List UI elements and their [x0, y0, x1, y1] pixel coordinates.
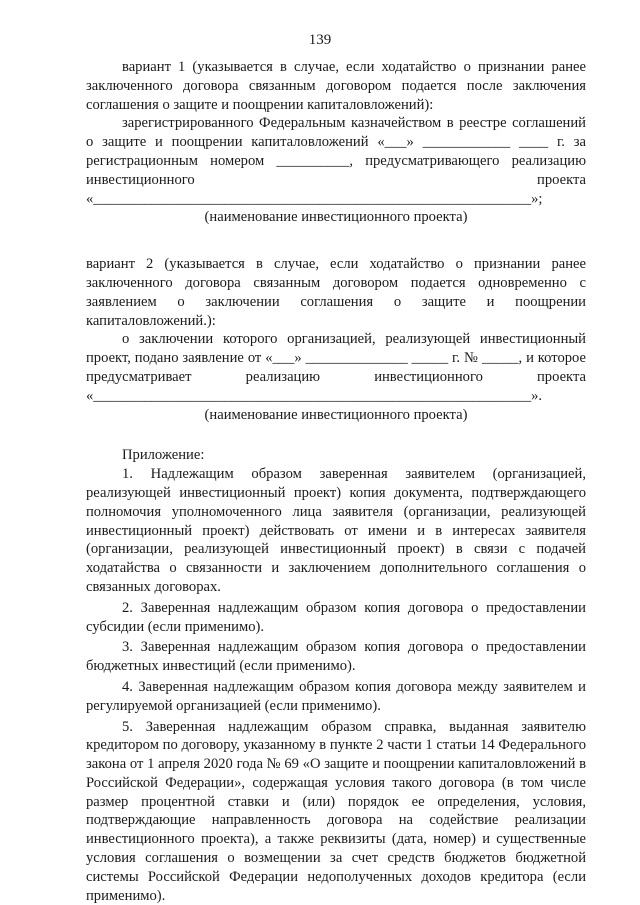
appendix-heading: Приложение:: [86, 446, 586, 465]
variant-2-body: о заключении которого организацией, реализующей инвестиционный проект, подано заявление от «___» ______________ _____ г. № _____, и которое предусматривает реализацию инвестиционного проекта «____________________________________________________________».: [86, 330, 586, 405]
appendix-item-5: 5. Заверенная надлежащим образом справка, выданная заявителю кредитором по договору, указанному в пункте 2 части 1 статьи 14 Федерального закона от 1 апреля 2020 года № 69 «О защите и поощрении капиталовложений в Российской Федерации», содержащая условия такого договора (в том числе размер процентной ставки и (или) порядок ее определения, условия, подтверждающие направленность договора на содействие реализации инвестиционного проекта), а также реквизиты (дата, номер) и существенные условия соглашения о возмещении за счет средств бюджетов бюджетной системы Российской Федерации недополученных доходов кредитора (если применимо).: [86, 718, 586, 905]
variant-1-body: зарегистрированного Федеральным казначейством в реестре соглашений о защите и поощрении капиталовложений «___» ____________ ____ г. за регистрационным номером __________, предусматривающего реализацию инвестиционного проекта «____________________________________________________________»;: [86, 114, 586, 208]
page-number: 139: [0, 32, 640, 49]
appendix-item-3: 3. Заверенная надлежащим образом копия договора о предоставлении бюджетных инвестиций (если применимо).: [86, 638, 586, 676]
variant-1-caption: (наименование инвестиционного проекта): [86, 208, 586, 227]
appendix-item-2: 2. Заверенная надлежащим образом копия договора о предоставлении субсидии (если применимо).: [86, 599, 586, 637]
document-body: [86, 58, 586, 905]
variant-2-intro: вариант 2 (указывается в случае, если ходатайство о признании ранее заключенного договора связанным договором подается одновременно с заявлением о заключении соглашения о защите и поощрении капиталовложений.):: [86, 255, 586, 330]
appendix-item-1: 1. Надлежащим образом заверенная заявителем (организацией, реализующей инвестиционный проект) копия документа, подтверждающего полномочия уполномоченного лица заявителя (организации, реализующей инвестиционный проект) действовать от имени и в интересах заявителя (организации, реализующей инвестиционный проект) в связи с подачей ходатайства о связанности и заключением дополнительного соглашения о связанных договорах.: [86, 465, 586, 597]
variant-1-intro: вариант 1 (указывается в случае, если ходатайство о признании ранее заключенного договора связанным договором подается после заключения соглашения о защите и поощрении капиталовложений):: [86, 58, 586, 114]
variant-2-caption: (наименование инвестиционного проекта): [86, 406, 586, 425]
appendix-item-4: 4. Заверенная надлежащим образом копия договора между заявителем и регулируемой организацией (если применимо).: [86, 678, 586, 716]
